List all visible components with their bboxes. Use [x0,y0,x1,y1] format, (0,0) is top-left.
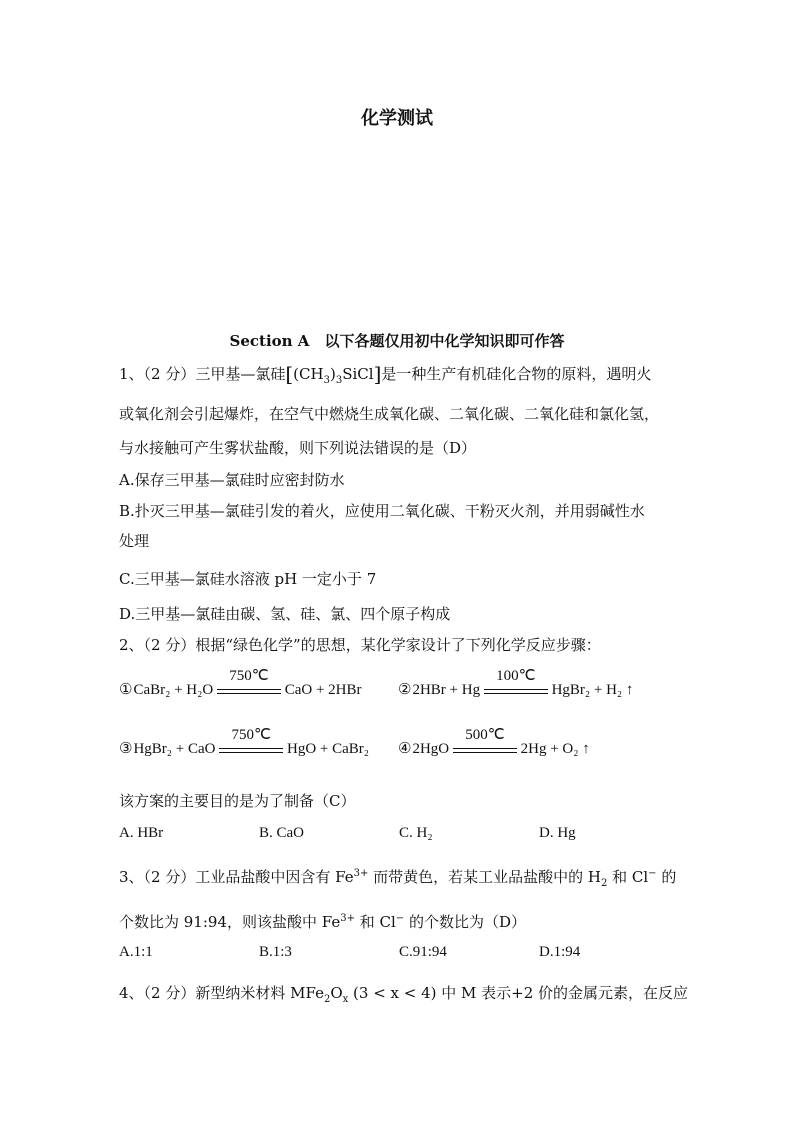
q2-option-b: B. CaO [259,825,304,841]
q1-option-b-cont: 处理 [119,532,150,550]
q2-purpose: 该方案的主要目的是为了制备（C） [119,792,356,810]
q3-option-d: D.1:94 [539,944,581,960]
q4-line1: 4、（2 分）新型纳米材料 $MFe_2O_x$ (3 < x < 4) 中 M 表示+2 价的金属元素，在反应 [119,984,689,1005]
q3-option-c: C.91:94 [399,944,447,960]
q1-option-d: D.三甲基—氯硅由碳、氢、硅、氯、四个原子构成 [119,605,451,623]
q3-line1: 3、（2 分）工业品盐酸中因含有 $Fe^{3+}$ 而带黄色，若某工业品盐酸中的 $H_2$ 和 Cl− 的 [119,868,677,889]
reaction-3: ③HgBr₂ + CaO 750℃ HgO + CaBr₂ [119,727,370,757]
q1-line1: 1、（2 分）三甲基—氯硅$[(CH_3)_3SiCl]$是一种生产有机硅化合物的原料，遇明火 [119,362,652,386]
q1-option-b: B.扑灭三甲基—氯硅引发的着火，应使用二氧化碳、干粉灭火剂，并用弱碱性水 [119,502,645,520]
q1-option-a: A.保存三甲基—氯硅时应密封防水 [119,471,345,489]
q1-line2: 或氧化剂会引起爆炸，在空气中燃烧生成氧化碳、二氧化碳、二氧化硅和氯化氢， [119,405,660,423]
q2-option-a: A. HBr [119,825,164,841]
q2-option-d: D. Hg [539,825,576,841]
q3-line2: 个数比为 91:94，则该盐酸中 $Fe^{3+}$ 和 Cl− 的个数比为（D） [119,913,526,931]
reaction-1: ①CaBr₂ + H₂O 750℃ CaO + 2HBr [119,668,362,698]
reaction-4: ④2HgO 500℃ 2Hg + O₂ ↑ [398,727,590,757]
reaction-2: ②2HBr + Hg 100℃ HgBr₂ + H₂ ↑ [398,668,634,698]
q3-option-b: B.1:3 [259,944,292,960]
q3-option-a: A.1:1 [119,944,153,960]
section-heading: Section A 以下各题仅用初中化学知识即可作答 [229,332,565,350]
q1-line3: 与水接触可产生雾状盐酸，则下列说法错误的是（D） [119,439,477,457]
q2-option-c: C. H₂ [399,825,433,841]
page-title: 化学测试 [361,108,433,129]
q2-stem: 2、（2 分）根据“绿色化学”的思想，某化学家设计了下列化学反应步骤： [119,636,601,654]
q1-option-c: C.三甲基—氯硅水溶液 pH 一定小于 7 [119,570,377,588]
